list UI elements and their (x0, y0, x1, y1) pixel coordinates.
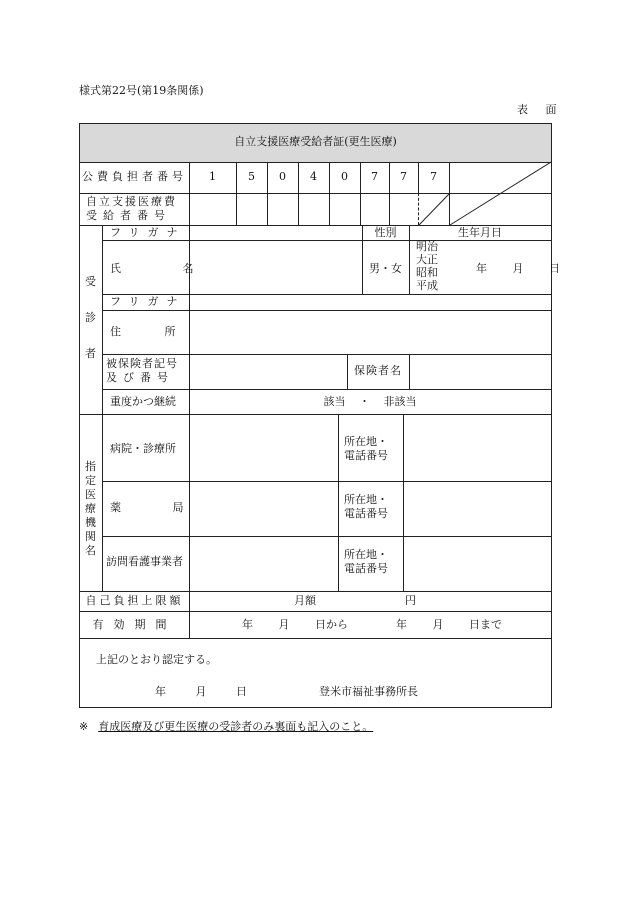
recipient-number-label-2: 受給者番号 (86, 209, 171, 222)
pharmacy-address-phone-1: 所在地・ (344, 493, 388, 506)
patient-section-label-1: 受 (85, 275, 96, 288)
insurer-name-label: 保険者名 (354, 364, 402, 377)
insured-number-label-1: 被保険者記号 (106, 357, 178, 370)
copay-limit-label: 自己負担上限額 (85, 594, 184, 607)
payer-digit: 0 (279, 170, 286, 183)
name-label: 氏 名 (110, 262, 194, 275)
birthdate-label: 生年月日 (458, 226, 502, 239)
insured-number-label-2: 及び番号 (106, 371, 174, 384)
issuer-name: 登米市福祉事務所長 (319, 685, 418, 698)
institution-section-label: 指定医療機関名 (85, 460, 96, 557)
hospital-address-phone-2: 電話番号 (344, 449, 388, 462)
footnote (79, 718, 373, 734)
footnote-mark: ※ (79, 720, 89, 733)
form-title: 自立支援医療受給者証(更生医療) (234, 135, 397, 148)
pharmacy-address-phone-2: 電話番号 (344, 507, 388, 520)
patient-section-label-3: 者 (85, 347, 96, 360)
yen-label: 円 (405, 594, 416, 607)
front-side-label: 表 面 (517, 103, 564, 116)
era-heisei: 平成 (416, 279, 438, 292)
hospital-label: 病院・診療所 (110, 442, 176, 455)
address-label: 住 所 (110, 325, 176, 338)
furigana-label-2: フリガナ (110, 295, 186, 308)
recipient-number-label-1: 自立支援医療費 (86, 195, 177, 208)
payer-digit: 4 (310, 170, 317, 183)
footnote-text: 育成医療及び更生医療の受診者のみ裏面も記入のこと。 (98, 720, 374, 733)
monthly-label: 月額 (294, 594, 316, 607)
furigana-label: フリガナ (110, 226, 186, 239)
pharmacy-label: 薬 局 (110, 501, 184, 514)
era-taisho: 大正 (416, 253, 438, 266)
gender-value: 男・女 (369, 262, 402, 275)
certification-date: 年 月 日 (155, 685, 247, 698)
validity-to: 年 月 日まで (396, 618, 502, 631)
nursing-label: 訪問看護事業者 (106, 555, 183, 568)
payer-digit: 7 (400, 170, 407, 183)
certificate-form (79, 123, 560, 708)
payer-digit: 7 (430, 170, 437, 183)
payer-digit: 7 (371, 170, 378, 183)
validity-label: 有効期間 (92, 618, 177, 631)
birthdate-units: 年 月 日 (476, 262, 560, 275)
validity-from: 年 月 日から (242, 618, 348, 631)
severe-continuous-label: 重度かつ継続 (110, 395, 176, 408)
form-number-label: 様式第22号(第19条関係) (79, 84, 204, 97)
certification-text: 上記のとおり認定する。 (96, 653, 217, 666)
hospital-address-phone-1: 所在地・ (344, 435, 388, 448)
nursing-address-phone-1: 所在地・ (344, 548, 388, 561)
gender-label: 性別 (374, 226, 397, 239)
public-payer-label: 公費負担者番号 (82, 170, 187, 183)
severe-continuous-value: 該当 ・ 非該当 (323, 395, 417, 408)
era-meiji: 明治 (416, 240, 438, 253)
payer-digit: 0 (341, 170, 348, 183)
patient-section-label-2: 診 (85, 311, 96, 324)
payer-digit: 5 (248, 170, 255, 183)
payer-digit: 1 (209, 170, 216, 183)
nursing-address-phone-2: 電話番号 (344, 562, 388, 575)
era-showa: 昭和 (416, 266, 438, 279)
